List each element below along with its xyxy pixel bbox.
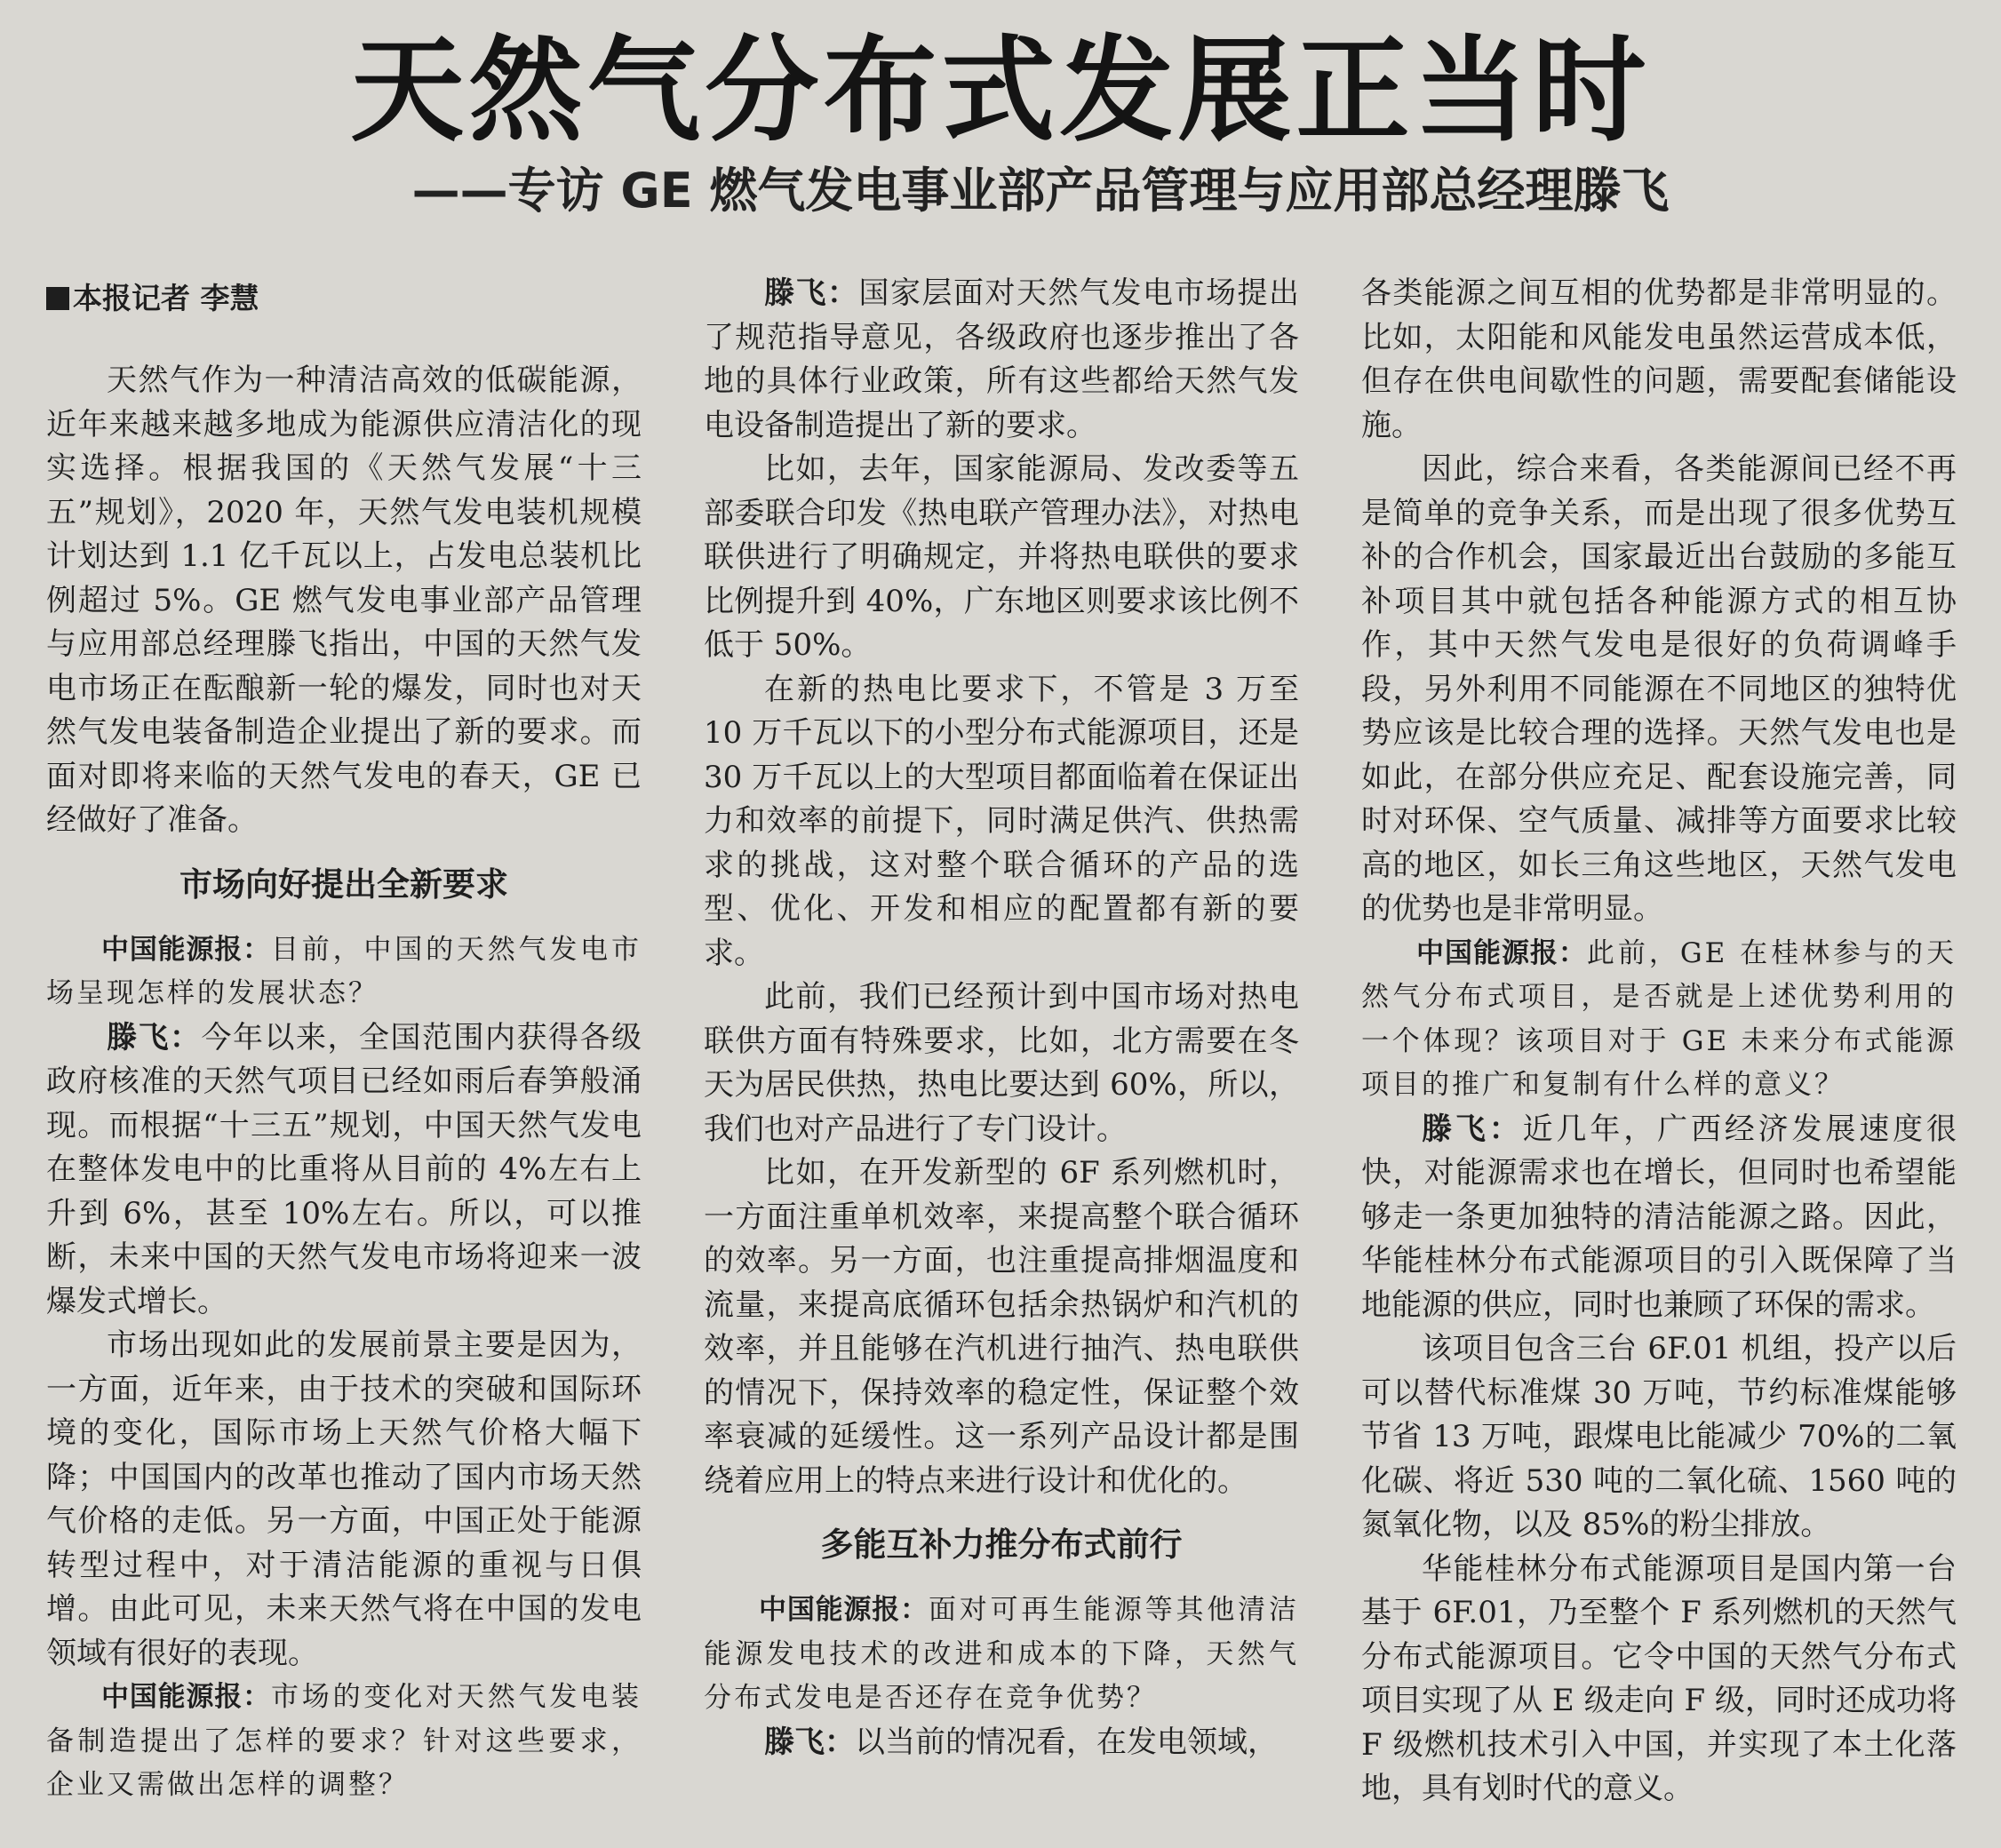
section-heading: 市场向好提出全新要求 bbox=[179, 864, 508, 904]
byline-text: 本报记者 李慧 bbox=[73, 281, 259, 315]
article-column-1 bbox=[46, 272, 642, 1808]
question-text: 此前，GE 在桂林参与的天然气分布式项目，是否就是上述优势利用的一个体现？该项目对于 GE 未来分布式能源项目的推广和复制有什么样的意义？ bbox=[1361, 936, 1957, 1101]
question bbox=[46, 928, 642, 1016]
speaker-label: 滕飞： bbox=[764, 275, 859, 311]
section-heading: 多能互补力推分布式前行 bbox=[820, 1525, 1183, 1564]
answer-continuation: 各类能源之间互相的优势都是非常明显的。比如，太阳能和风能发电虽然运营成本低，但存在供电间歇性的问题，需要配套储能设施。 bbox=[1361, 275, 1957, 443]
answer bbox=[46, 1016, 642, 1325]
speaker-label: 滕飞： bbox=[107, 1019, 202, 1055]
answer bbox=[704, 272, 1299, 448]
answer bbox=[1361, 1108, 1957, 1328]
question-text: 面对可再生能源等其他清洁能源发电技术的改进和成本的下降，天然气分布式发电是否还存在竞争优势？ bbox=[704, 1594, 1300, 1714]
paragraph: 比如，在开发新型的 6F 系列燃机时，一方面注重单机效率，来提高整个联合循环的效率。另一方面，也注重提高排烟温度和流量，来提高底循环包括余热锅炉和汽机的效率，并且能够在汽机进行抽汽、热电联供的情况下，保持效率的稳定性，保证整个效率衰减的延缓性。这一系列产品设计都是围绕着应用上的特点来进行设计和优化的。 bbox=[704, 1155, 1299, 1499]
answer-text: 以当前的情况看，在发电领域， bbox=[855, 1724, 1278, 1760]
question bbox=[1361, 932, 1957, 1108]
paragraph: 此前，我们已经预计到中国市场对热电联供方面有特殊要求，比如，北方需要在冬天为居民供热，热电比要达到 60%，所以，我们也对产品进行了专门设计。 bbox=[704, 979, 1299, 1147]
article-column-3 bbox=[1361, 272, 1957, 1812]
speaker-label: 中国能源报： bbox=[101, 1681, 271, 1713]
question-text: 目前，中国的天然气发电市场呈现怎样的发展状态？ bbox=[46, 933, 642, 1009]
headline: 天然气分布式发展正当时 bbox=[350, 25, 1651, 157]
square-bullet-icon bbox=[46, 287, 69, 310]
article-column-2 bbox=[704, 272, 1299, 1764]
speaker-label: 中国能源报： bbox=[759, 1594, 929, 1626]
speaker-label: 中国能源报： bbox=[101, 933, 271, 966]
speaker-label: 中国能源报： bbox=[1416, 936, 1587, 969]
question bbox=[46, 1676, 642, 1808]
subheadline: ——专访 GE 燃气发电事业部产品管理与应用部总经理滕飞 bbox=[411, 163, 1670, 219]
paragraph: 华能桂林分布式能源项目是国内第一台基于 6F.01，乃至整个 F 系列燃机的天然气分布式能源项目。它令中国的天然气分布式项目实现了从 E 级走向 F 级，同时还成功将 F 级燃机技术引入中国，并实现了本土化落地，具有划时代的意义。 bbox=[1361, 1550, 1957, 1806]
paragraph: 比如，去年，国家能源局、发改委等五部委联合印发《热电联产管理办法》，对热电联供进行了明确规定，并将热电联供的要求比例提升到 40%，广东地区则要求该比例不低于 50%。 bbox=[704, 451, 1299, 663]
paragraph: 在新的热电比要求下，不管是 3 万至 10 万千瓦以下的小型分布式能源项目，还是 30 万千瓦以上的大型项目都面临着在保证出力和效率的前提下，同时满足供汽、供热需求的挑战，这对整个联合循环的产品的选型、优化、开发和相应的配置都有新的要求。 bbox=[704, 671, 1299, 971]
speaker-label: 滕飞： bbox=[1422, 1111, 1523, 1147]
paragraph: 因此，综合来看，各类能源间已经不再是简单的竞争关系，而是出现了很多优势互补的合作机会，国家最近出台鼓励的多能互补项目其中就包括各种能源方式的相互协作，其中天然气发电是很好的负荷调峰手段，另外利用不同能源在不同地区的独特优势应该是比较合理的选择。天然气发电也是如此，在部分供应充足、配套设施完善，同时对环保、空气质量、减排等方面要求比较高的地区，如长三角这些地区，天然气发电的优势也是非常明显。 bbox=[1361, 451, 1957, 927]
byline bbox=[46, 272, 642, 325]
question-text: 市场的变化对天然气发电装备制造提出了怎样的要求？针对这些要求，企业又需做出怎样的调整？ bbox=[46, 1681, 642, 1801]
question bbox=[704, 1589, 1299, 1721]
paragraph: 天然气作为一种清洁高效的低碳能源，近年来越来越多地成为能源供应清洁化的现实选择。根据我国的《天然气发展“十三五”规划》，2020 年，天然气发电装机规模计划达到 1.1 亿千瓦以上，占发电总装机比例超过 5%。GE 燃气发电事业部产品管理与应用部总经理滕飞指出，中国的天然气发电市场正在酝酿新一轮的爆发，同时也对天然气发电装备制造企业提出了新的要求。而面对即将来临的天然气发电的春天，GE 已经做好了准备。 bbox=[46, 362, 642, 838]
paragraph: 市场出现如此的发展前景主要是因为，一方面，近年来，由于技术的突破和国际环境的变化，国际市场上天然气价格大幅下降；中国国内的改革也推动了国内市场天然气价格的走低。另一方面，中国正处于能源转型过程中，对于清洁能源的重视与日俱增。由此可见，未来天然气将在中国的发电领域有很好的表现。 bbox=[46, 1327, 642, 1671]
answer-text: 近几年，广西经济发展速度很快，对能源需求也在增长，但同时也希望能够走一条更加独特的清洁能源之路。因此，华能桂林分布式能源项目的引入既保障了当地能源的供应，同时也兼顾了环保的需求。 bbox=[1361, 1111, 1957, 1323]
answer bbox=[704, 1721, 1299, 1765]
answer-text: 国家层面对天然气发电市场提出了规范指导意见，各级政府也逐步推出了各地的具体行业政策，所有这些都给天然气发电设备制造提出了新的要求。 bbox=[704, 275, 1299, 443]
paragraph: 该项目包含三台 6F.01 机组，投产以后可以替代标准煤 30 万吨，节约标准煤能够节省 13 万吨，跟煤电比能减少 70%的二氧化碳、将近 530 吨的二氧化硫、1560 吨的氮氧化物，以及 85%的粉尘排放。 bbox=[1361, 1331, 1957, 1542]
answer-text: 今年以来，全国范围内获得各级政府核准的天然气项目已经如雨后春笋般涌现。而根据“十三五”规划，中国天然气发电在整体发电中的比重将从目前的 4%左右上升到 6%，甚至 10%左右。所以，可以推断，未来中国的天然气发电市场将迎来一波爆发式增长。 bbox=[46, 1019, 642, 1319]
speaker-label: 滕飞： bbox=[764, 1724, 855, 1760]
